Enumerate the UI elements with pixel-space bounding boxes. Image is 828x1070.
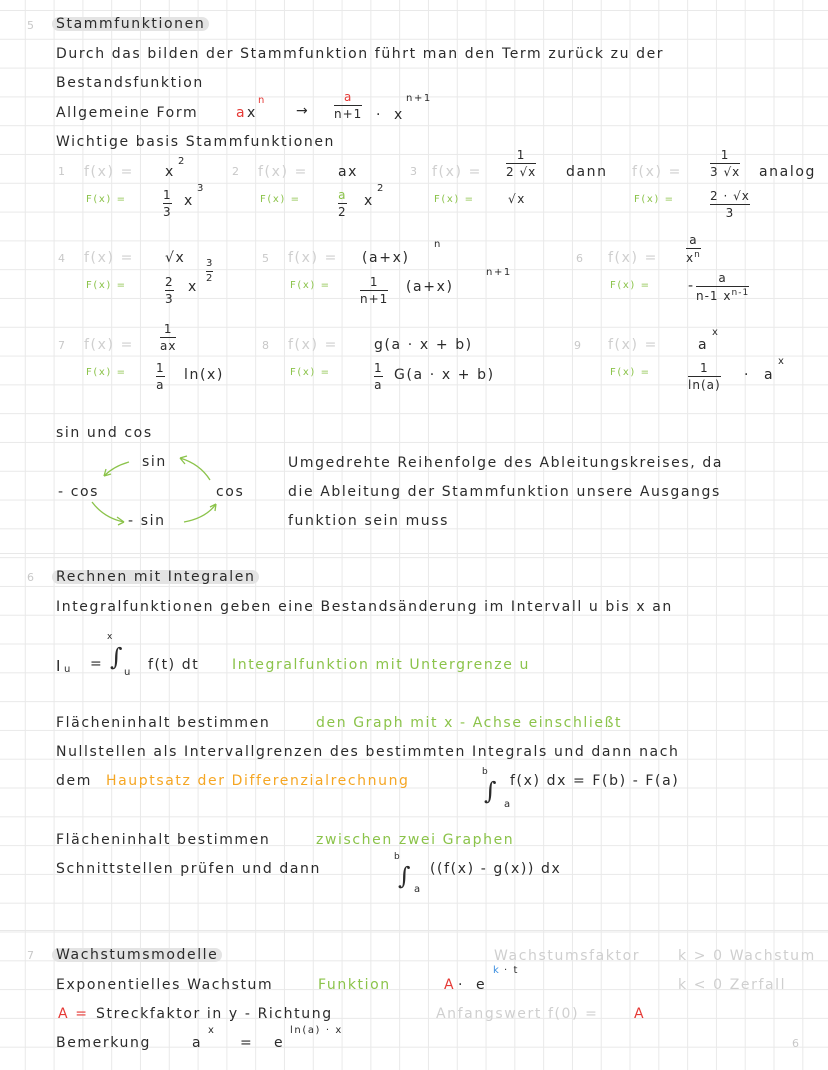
I-sub: u bbox=[64, 664, 72, 675]
F-exp: n+1 bbox=[486, 267, 512, 278]
f-exp: n bbox=[434, 239, 442, 250]
exp-growth-green: Funktion bbox=[318, 977, 391, 993]
f-label: f(x) = bbox=[288, 337, 338, 353]
F-x: x bbox=[188, 279, 198, 295]
gf-exp: n+1 bbox=[406, 93, 432, 104]
f-den-exp: n bbox=[694, 250, 701, 260]
area2-green: zwischen zwei Graphen bbox=[316, 832, 515, 848]
F-fraction bbox=[688, 362, 721, 391]
F-body: (a+x) bbox=[406, 279, 454, 295]
f-num: a bbox=[689, 233, 698, 247]
F-den: a bbox=[156, 378, 165, 392]
sincos-title: sin und cos bbox=[56, 425, 153, 441]
f-num: 1 bbox=[163, 322, 173, 336]
section-number: 6 bbox=[27, 571, 36, 584]
integral-sign-icon: ∫ bbox=[484, 777, 497, 805]
integral-line-1: Integralfunktionen geben eine Bestandsänderung im Intervall u bis x an bbox=[56, 599, 673, 615]
F-label: F(x) = bbox=[260, 194, 301, 205]
analog-label: analog bbox=[759, 164, 816, 180]
f-expr: √x bbox=[165, 250, 186, 266]
F-x: x bbox=[364, 193, 374, 209]
sincos-text-3: funktion sein muss bbox=[288, 513, 450, 529]
intro-line-2: Bestandsfunktion bbox=[56, 75, 204, 91]
eq-sign: = bbox=[90, 656, 104, 672]
F-label: F(x) = bbox=[86, 367, 127, 378]
F-body: a bbox=[764, 367, 775, 383]
f-den: x bbox=[686, 251, 695, 265]
lower-a: a bbox=[414, 884, 422, 895]
F-den: 3 bbox=[163, 205, 172, 219]
f-exp: x bbox=[712, 327, 720, 338]
area1-line-3: dem bbox=[56, 773, 92, 789]
intro-line-1: Durch das bilden der Stammfunktion führt man den Term zurück zu der bbox=[56, 46, 665, 62]
F-fraction bbox=[374, 362, 383, 391]
lower-a: a bbox=[504, 799, 512, 810]
item-number: 9 bbox=[574, 339, 583, 352]
F-num: 1 bbox=[374, 361, 383, 375]
A-def-A: A = bbox=[58, 1006, 89, 1022]
F-label: F(x) = bbox=[290, 367, 331, 378]
F-num: a bbox=[718, 271, 727, 285]
F-num: 1 bbox=[700, 361, 709, 375]
remark-a: a bbox=[192, 1035, 203, 1051]
F-exp: 2 bbox=[377, 183, 385, 194]
then-label: dann bbox=[566, 164, 608, 180]
area1-orange: Hauptsatz der Differenzialrechnung bbox=[106, 773, 410, 789]
section-number: 7 bbox=[27, 949, 36, 962]
gf-fraction bbox=[334, 91, 362, 120]
remark-eq: = bbox=[240, 1035, 254, 1051]
cycle-minus-sin: - sin bbox=[128, 513, 166, 529]
area1-formula: f(x) dx = F(b) - F(a) bbox=[510, 773, 680, 789]
remark-x: x bbox=[208, 1025, 216, 1036]
item-number: 5 bbox=[262, 252, 271, 265]
k-negative: k < 0 Zerfall bbox=[678, 977, 787, 993]
F-den: a bbox=[374, 378, 383, 392]
F-exp: 3 bbox=[197, 183, 205, 194]
F-fraction bbox=[360, 276, 388, 305]
cycle-cos: cos bbox=[216, 484, 245, 500]
gf-x: x bbox=[247, 105, 257, 121]
upper-bound: x bbox=[107, 632, 114, 642]
exp-k: k bbox=[493, 965, 501, 976]
F-den: ln(a) bbox=[688, 378, 721, 392]
remark-e: e bbox=[274, 1035, 285, 1051]
remark-exp: ln(a) · x bbox=[290, 1025, 343, 1036]
cycle-sin: sin bbox=[142, 454, 167, 470]
area1-green: den Graph mit x - Achse einschließt bbox=[316, 715, 623, 731]
item-number: 3 bbox=[410, 165, 419, 178]
gf-n: n bbox=[258, 95, 266, 106]
gf-x2: x bbox=[394, 107, 404, 123]
F-den: 2 bbox=[338, 205, 347, 219]
F2-den: 3 bbox=[725, 206, 735, 220]
f-expr: g(a · x + b) bbox=[374, 337, 473, 353]
upper-b: b bbox=[482, 767, 490, 777]
start-value-label: Anfangswert f(0) = bbox=[436, 1006, 599, 1022]
f2-den: 3 √x bbox=[710, 165, 741, 179]
item-number: 6 bbox=[576, 252, 585, 265]
F-num: 1 bbox=[156, 361, 165, 375]
F-fraction bbox=[696, 272, 749, 302]
area2-line-2: Schnittstellen prüfen und dann bbox=[56, 861, 321, 877]
F-label: F(x) = bbox=[610, 367, 651, 378]
f-expr: x bbox=[165, 164, 175, 180]
item-number: 2 bbox=[232, 165, 241, 178]
arrow-icon: → bbox=[296, 103, 310, 119]
section-divider bbox=[0, 553, 828, 554]
F-den: 3 bbox=[165, 292, 174, 306]
F-fraction bbox=[165, 276, 174, 305]
F-den: n+1 bbox=[360, 292, 389, 306]
f-den: ax bbox=[160, 339, 177, 353]
F-num: 2 bbox=[165, 275, 174, 289]
basis-label: Wichtige basis Stammfunktionen bbox=[56, 134, 336, 150]
F-fraction bbox=[156, 362, 165, 391]
f-label: f(x) = bbox=[432, 164, 482, 180]
F-body: G(a · x + b) bbox=[394, 367, 495, 383]
section-number: 5 bbox=[27, 19, 36, 32]
item-number: 8 bbox=[262, 339, 271, 352]
f-exp: 2 bbox=[178, 156, 186, 167]
f2-label: f(x) = bbox=[632, 164, 682, 180]
F-label: F(x) = bbox=[610, 280, 651, 291]
section-heading: Stammfunktionen bbox=[52, 17, 209, 31]
exp-e: e bbox=[476, 977, 487, 993]
f-num: 1 bbox=[516, 148, 526, 162]
f-expr: (a+x) bbox=[362, 250, 410, 266]
area2-label: Flächeninhalt bestimmen bbox=[56, 832, 271, 848]
exp-A: A bbox=[444, 977, 456, 993]
F-exp-fraction bbox=[206, 259, 213, 284]
general-form-label: Allgemeine Form bbox=[56, 105, 199, 121]
f2-num: 1 bbox=[720, 148, 730, 162]
exp-t: · t bbox=[504, 965, 520, 976]
F-minus: - bbox=[688, 278, 695, 294]
section-divider bbox=[0, 930, 828, 931]
gf-a: a bbox=[236, 105, 247, 121]
F-exp-den: 2 bbox=[206, 273, 214, 284]
F-label: F(x) = bbox=[86, 194, 127, 205]
f-label: f(x) = bbox=[258, 164, 308, 180]
item-number: 4 bbox=[58, 252, 67, 265]
f-label: f(x) = bbox=[84, 337, 134, 353]
F2-label: F(x) = bbox=[634, 194, 675, 205]
f-label: f(x) = bbox=[84, 164, 134, 180]
integral-sign-icon: ∫ bbox=[110, 643, 123, 671]
item-number: 7 bbox=[58, 339, 67, 352]
page-number: 6 bbox=[792, 1037, 801, 1050]
integrand: f(t) dt bbox=[148, 657, 200, 673]
integral-sign-icon: ∫ bbox=[398, 862, 411, 890]
F-label: F(x) = bbox=[434, 194, 475, 205]
f-den: 2 √x bbox=[506, 165, 537, 179]
f-expr: a bbox=[698, 337, 709, 353]
integral-note: Integralfunktion mit Untergrenze u bbox=[232, 657, 530, 673]
area1-label: Flächeninhalt bestimmen bbox=[56, 715, 271, 731]
F2-fraction bbox=[710, 190, 750, 219]
sincos-text-1: Umgedrehte Reihenfolge des Ableitungskreises, da bbox=[288, 455, 723, 471]
exp-dot: · bbox=[458, 977, 465, 993]
f-fraction bbox=[160, 323, 176, 352]
gf-denominator: n+1 bbox=[334, 107, 363, 121]
f-label: f(x) = bbox=[288, 250, 338, 266]
start-value-A: A bbox=[634, 1006, 646, 1022]
F-body: ln(x) bbox=[184, 367, 224, 383]
F-num: a bbox=[338, 188, 347, 202]
section-heading: Wachstumsmodelle bbox=[52, 948, 222, 962]
upper-b: b bbox=[394, 852, 402, 862]
f-label: f(x) = bbox=[84, 250, 134, 266]
F-label: F(x) = bbox=[290, 280, 331, 291]
exp-growth-label: Exponentielles Wachstum bbox=[56, 977, 274, 993]
F2-num: 2 · √x bbox=[710, 189, 750, 203]
k-positive: k > 0 Wachstum bbox=[678, 948, 816, 964]
growth-factor-label: Wachstumsfaktor bbox=[494, 948, 641, 964]
A-def-rest: Streckfaktor in y - Richtung bbox=[96, 1006, 333, 1022]
F-den: n-1 x bbox=[696, 289, 732, 303]
cycle-minus-cos: - cos bbox=[58, 484, 100, 500]
f2-fraction bbox=[710, 149, 740, 178]
I-symbol: I bbox=[56, 657, 63, 675]
F-fraction bbox=[163, 189, 172, 218]
F-x: x bbox=[184, 193, 194, 209]
f-label: f(x) = bbox=[608, 337, 658, 353]
sincos-text-2: die Ableitung der Stammfunktion unsere Ausgangs bbox=[288, 484, 721, 500]
F-den-exp: n-1 bbox=[731, 288, 750, 298]
remark-label: Bemerkung bbox=[56, 1035, 151, 1051]
F-dot: · bbox=[744, 367, 751, 383]
lower-bound: u bbox=[124, 667, 132, 678]
F-label: F(x) = bbox=[86, 280, 127, 291]
F-exp: x bbox=[778, 356, 786, 367]
F-fraction bbox=[338, 189, 347, 218]
F-value: √x bbox=[508, 192, 526, 206]
area1-line-2: Nullstellen als Intervallgrenzen des bestimmten Integrals und dann nach bbox=[56, 744, 680, 760]
f-fraction bbox=[506, 149, 536, 178]
gf-numerator: a bbox=[343, 90, 353, 104]
F-num: 1 bbox=[163, 188, 172, 202]
F-num: 1 bbox=[369, 275, 379, 289]
section-heading: Rechnen mit Integralen bbox=[52, 570, 259, 584]
gf-dot: · bbox=[376, 107, 383, 123]
f-label: f(x) = bbox=[608, 250, 658, 266]
area2-formula: ((f(x) - g(x)) dx bbox=[430, 861, 562, 877]
f-expr: ax bbox=[338, 164, 359, 180]
f-fraction bbox=[686, 234, 701, 264]
item-number: 1 bbox=[58, 165, 67, 178]
F-exp-num: 3 bbox=[206, 258, 214, 269]
